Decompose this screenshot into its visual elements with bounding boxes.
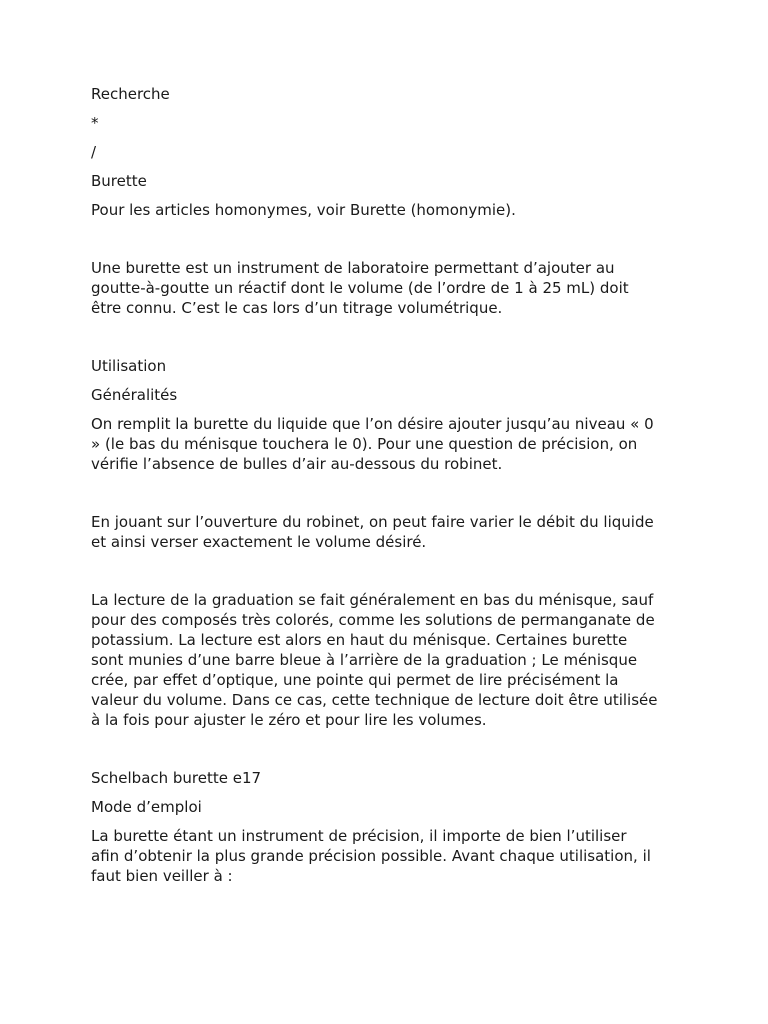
document-page (91, 84, 691, 886)
header-line-slash: / (91, 143, 97, 161)
paragraph-flow-rate (91, 512, 691, 552)
paragraph-reading (91, 590, 691, 730)
intro-line: goutte-à-goutte un réactif dont le volume (de l’ordre de 1 à 25 mL) doit (91, 279, 629, 297)
paragraph-precision (91, 826, 691, 886)
intro-line: être connu. C’est le cas lors d’un titrage volumétrique. (91, 299, 503, 317)
paragraph-line: à la fois pour ajuster le zéro et pour lire les volumes. (91, 711, 487, 729)
paragraph-line: vérifie l’absence de bulles d’air au-dessous du robinet. (91, 455, 503, 473)
paragraph-line: et ainsi verser exactement le volume désiré. (91, 533, 427, 551)
paragraph-line: On remplit la burette du liquide que l’on désire ajouter jusqu’au niveau « 0 (91, 415, 654, 433)
header-line-search: Recherche (91, 85, 170, 103)
paragraph-line: La burette étant un instrument de précision, il importe de bien l’utiliser (91, 827, 627, 845)
paragraph-line: En jouant sur l’ouverture du robinet, on peut faire varier le débit du liquide (91, 513, 654, 531)
paragraph-line: » (le bas du ménisque touchera le 0). Pour une question de précision, on (91, 435, 638, 453)
article-title: Burette (91, 172, 147, 190)
paragraph-line: La lecture de la graduation se fait généralement en bas du ménisque, sauf (91, 591, 654, 609)
paragraph-line: sont munies d’une barre bleue à l’arrière de la graduation ; Le ménisque (91, 651, 638, 669)
paragraph-line: valeur du volume. Dans ce cas, cette technique de lecture doit être utilisée (91, 691, 658, 709)
intro-paragraph (91, 258, 691, 318)
image-caption: Schelbach burette e17 (91, 769, 262, 787)
paragraph-line: crée, par effet d’optique, une pointe qui permet de lire précisément la (91, 671, 619, 689)
paragraph-line: potassium. La lecture est alors en haut du ménisque. Certaines burette (91, 631, 628, 649)
subsection-title-generalites: Généralités (91, 386, 178, 404)
paragraph-line: pour des composés très colorés, comme les solutions de permanganate de (91, 611, 655, 629)
homonym-note: Pour les articles homonymes, voir Burette (homonymie). (91, 201, 516, 219)
section-title-utilisation: Utilisation (91, 357, 167, 375)
paragraph-line: afin d’obtenir la plus grande précision possible. Avant chaque utilisation, il (91, 847, 651, 865)
section-title-mode-emploi: Mode d’emploi (91, 798, 202, 816)
paragraph-line: faut bien veiller à : (91, 867, 233, 885)
paragraph-filling (91, 414, 691, 474)
intro-line: Une burette est un instrument de laboratoire permettant d’ajouter au (91, 259, 615, 277)
header-line-asterisk: * (91, 114, 99, 132)
